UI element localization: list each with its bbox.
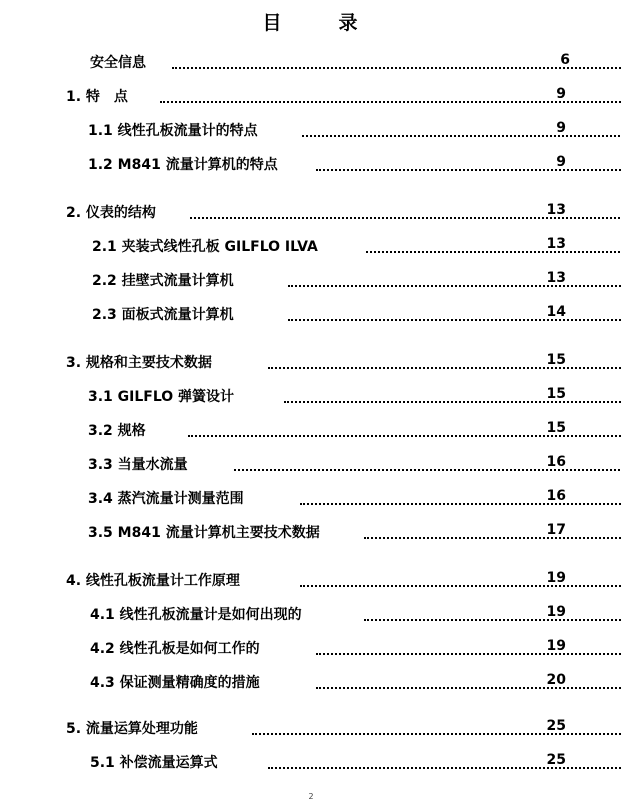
toc-entry-2-1[interactable] <box>92 236 566 256</box>
toc-page: 6 <box>560 52 570 68</box>
toc-page: 25 <box>546 752 566 768</box>
toc-label: 3.1 GILFLO 弹簧设计 <box>88 389 235 405</box>
toc-page: 19 <box>546 604 566 620</box>
toc-entry-1-2[interactable] <box>88 154 566 174</box>
toc-label: 5.1 补偿流量运算式 <box>90 755 218 771</box>
toc-label: 3.4 蒸汽流量计测量范围 <box>88 491 244 507</box>
toc-page: 15 <box>546 386 566 402</box>
toc-page: 14 <box>546 304 566 320</box>
toc-entry-2[interactable] <box>66 202 566 222</box>
toc-label: 3.2 规格 <box>88 423 146 439</box>
toc-label: 2.3 面板式流量计算机 <box>92 307 234 323</box>
toc-leader <box>268 767 622 769</box>
toc-entry-5[interactable] <box>66 718 566 738</box>
toc-leader <box>316 687 622 689</box>
toc-page: 9 <box>556 154 566 170</box>
toc-page: 19 <box>546 570 566 586</box>
toc-entry-3-4[interactable] <box>88 488 566 508</box>
toc-label: 4.1 线性孔板流量计是如何出现的 <box>90 607 302 623</box>
toc-label: 3.5 M841 流量计算机主要技术数据 <box>88 525 320 541</box>
toc-leader <box>284 401 622 403</box>
page-title <box>0 8 622 35</box>
toc-entry-2-2[interactable] <box>92 270 566 290</box>
toc-leader <box>268 367 622 369</box>
toc-page: 15 <box>546 352 566 368</box>
toc-label: 3.3 当量水流量 <box>88 457 188 473</box>
toc-entry-5-1[interactable] <box>90 752 566 772</box>
toc-leader <box>364 619 622 621</box>
toc-entry-4[interactable] <box>66 570 566 590</box>
toc-label: 2. 仪表的结构 <box>66 205 156 221</box>
toc-entry-2-3[interactable] <box>92 304 566 324</box>
toc-entry-4-1[interactable] <box>90 604 566 624</box>
toc-label: 2.1 夹装式线性孔板 GILFLO ILVA <box>92 239 318 255</box>
toc-label: 3. 规格和主要技术数据 <box>66 355 212 371</box>
toc-leader <box>302 135 622 137</box>
toc-page: 9 <box>556 120 566 136</box>
toc-entry-1-1[interactable] <box>88 120 566 140</box>
toc-entry-3-3[interactable] <box>88 454 566 474</box>
toc-leader <box>364 537 622 539</box>
toc-leader <box>288 285 622 287</box>
toc-entry-3-5[interactable] <box>88 522 566 542</box>
toc-label: 4.2 线性孔板是如何工作的 <box>90 641 260 657</box>
toc-page: 17 <box>546 522 566 538</box>
toc-label: 1.2 M841 流量计算机的特点 <box>88 157 278 173</box>
toc-label: 安全信息 <box>90 55 146 71</box>
toc-page: 25 <box>546 718 566 734</box>
toc-leader <box>300 503 622 505</box>
title-char-1: 目 <box>262 12 284 34</box>
toc-page: 20 <box>546 672 566 688</box>
toc-page: 15 <box>546 420 566 436</box>
toc-leader <box>316 169 622 171</box>
title-char-2: 录 <box>338 12 360 34</box>
toc-label: 1.1 线性孔板流量计的特点 <box>88 123 258 139</box>
toc-leader <box>300 585 622 587</box>
toc-page: 13 <box>546 270 566 286</box>
toc-page: 16 <box>546 454 566 470</box>
toc-leader <box>366 251 622 253</box>
toc-page: 13 <box>546 202 566 218</box>
toc-label: 4. 线性孔板流量计工作原理 <box>66 573 240 589</box>
toc-leader <box>316 653 622 655</box>
toc-entry-4-2[interactable] <box>90 638 566 658</box>
toc-page: 13 <box>546 236 566 252</box>
toc-page: 9 <box>556 86 566 102</box>
toc-leader <box>252 733 622 735</box>
toc-entry-3-1[interactable] <box>88 386 566 406</box>
toc-label: 4.3 保证测量精确度的措施 <box>90 675 260 691</box>
page-number: 2 <box>308 792 314 801</box>
toc-label: 1. 特 点 <box>66 89 128 105</box>
toc-entry-safety[interactable] <box>90 52 570 72</box>
toc-label: 2.2 挂壁式流量计算机 <box>92 273 234 289</box>
toc-leader <box>288 319 622 321</box>
toc-entry-3[interactable] <box>66 352 566 372</box>
toc-label: 5. 流量运算处理功能 <box>66 721 198 737</box>
toc-page: 19 <box>546 638 566 654</box>
toc-page: 16 <box>546 488 566 504</box>
toc-entry-3-2[interactable] <box>88 420 566 440</box>
toc-entry-1[interactable] <box>66 86 566 106</box>
toc-entry-4-3[interactable] <box>90 672 566 692</box>
